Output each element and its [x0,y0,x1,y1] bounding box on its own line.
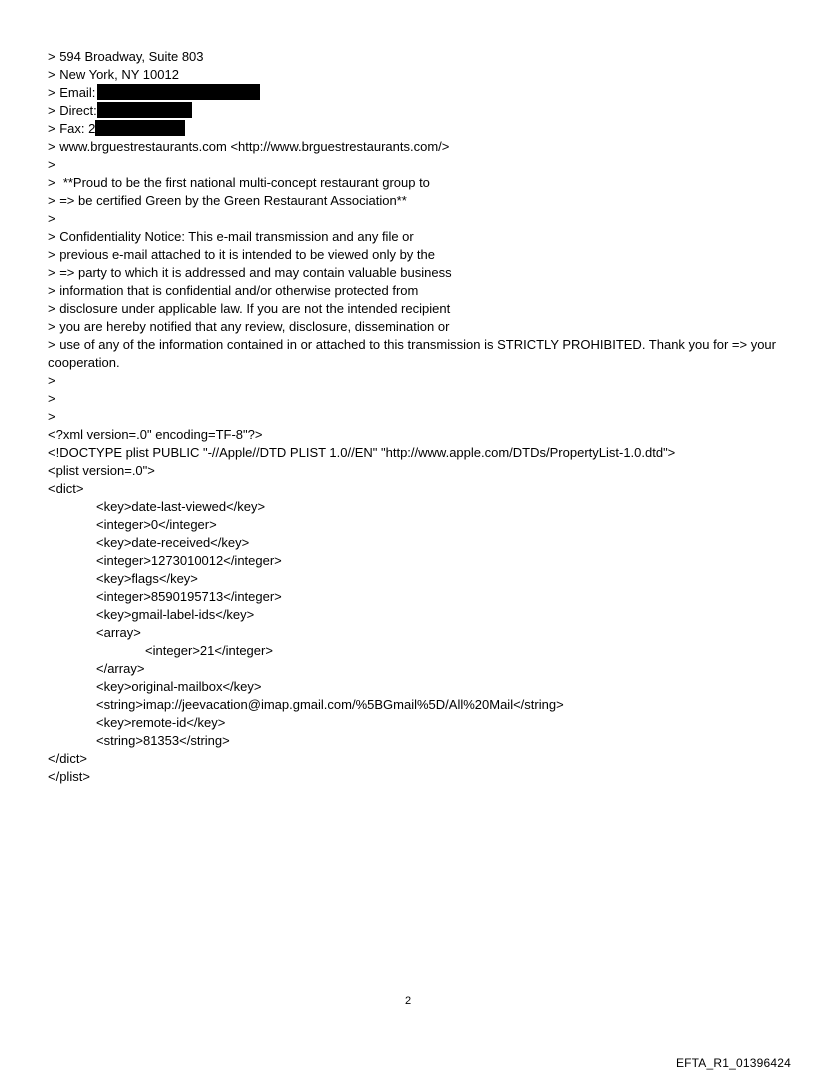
plist-entry: <array> [96,625,141,640]
direct-line [48,102,788,120]
plist-entry: <key>gmail-label-ids</key> [96,607,255,622]
plist-entry: <key>remote-id</key> [96,715,226,730]
doctype-line: <!DOCTYPE plist PUBLIC "-//Apple//DTD PLIST 1.0//EN" "http://www.apple.com/DTDs/PropertyList-1.0.dtd"> [48,445,676,460]
confidentiality-line-7: > use of any of the information contained in or attached to this transmission is STRICTLY PROHIBITED. Thank you for => your cooperation. [48,337,776,370]
confidentiality-line-2: > previous e-mail attached to it is intended to be viewed only by the [48,247,435,262]
dict-open-tag: <dict> [48,481,84,496]
confidentiality-line-4: > information that is confidential and/or otherwise protected from [48,283,419,298]
website-line: > www.brguestrestaurants.com <http://www.brguestrestaurants.com/> [48,139,450,154]
proud-line-2: > => be certified Green by the Green Restaurant Association** [48,193,407,208]
plist-entry: <integer>1273010012</integer> [96,553,282,568]
plist-entry: <integer>0</integer> [96,517,217,532]
quote-marker: > [48,373,56,388]
email-body [48,48,788,786]
quote-marker: > [48,391,56,406]
direct-redaction [97,102,192,118]
plist-entry: </array> [96,661,145,676]
email-line [48,84,788,102]
address-line: > 594 Broadway, Suite 803 [48,49,204,64]
plist-open-tag: <plist version=.0"> [48,463,155,478]
city-line: > New York, NY 10012 [48,67,179,82]
xml-declaration: <?xml version=.0" encoding=TF-8"?> [48,427,263,442]
plist-entry: <integer>8590195713</integer> [96,589,282,604]
plist-entry: <key>original-mailbox</key> [96,679,262,694]
confidentiality-line-6: > you are hereby notified that any review, disclosure, dissemination or [48,319,450,334]
plist-entry: <string>81353</string> [96,733,230,748]
plist-entry: <string>imap://jeevacation@imap.gmail.com/%5BGmail%5D/All%20Mail</string> [96,697,564,712]
document-id: EFTA_R1_01396424 [675,1056,791,1070]
fax-label: > Fax: 2 [48,121,96,136]
dict-close-tag: </dict> [48,751,88,766]
plist-entry: <key>date-received</key> [96,535,250,550]
plist-entry: <key>flags</key> [96,571,198,586]
plist-close-tag: </plist> [48,769,90,784]
proud-line-1: > **Proud to be the first national multi-concept restaurant group to [48,175,430,190]
email-redaction [97,84,260,100]
direct-label: > Direct: [48,103,97,118]
quote-marker: > [48,409,56,424]
plist-array-item: <integer>21</integer> [145,643,273,658]
confidentiality-line-5: > disclosure under applicable law. If you are not the intended recipient [48,301,451,316]
plist-entry: <key>date-last-viewed</key> [96,499,266,514]
quote-marker: > [48,157,56,172]
confidentiality-line-1: > Confidentiality Notice: This e-mail transmission and any file or [48,229,414,244]
fax-line [48,120,788,138]
page-number: 2 [404,995,412,1007]
fax-redaction [95,120,185,136]
email-label: > Email: [48,85,96,100]
confidentiality-line-3: > => party to which it is addressed and may contain valuable business [48,265,452,280]
quote-marker: > [48,211,56,226]
